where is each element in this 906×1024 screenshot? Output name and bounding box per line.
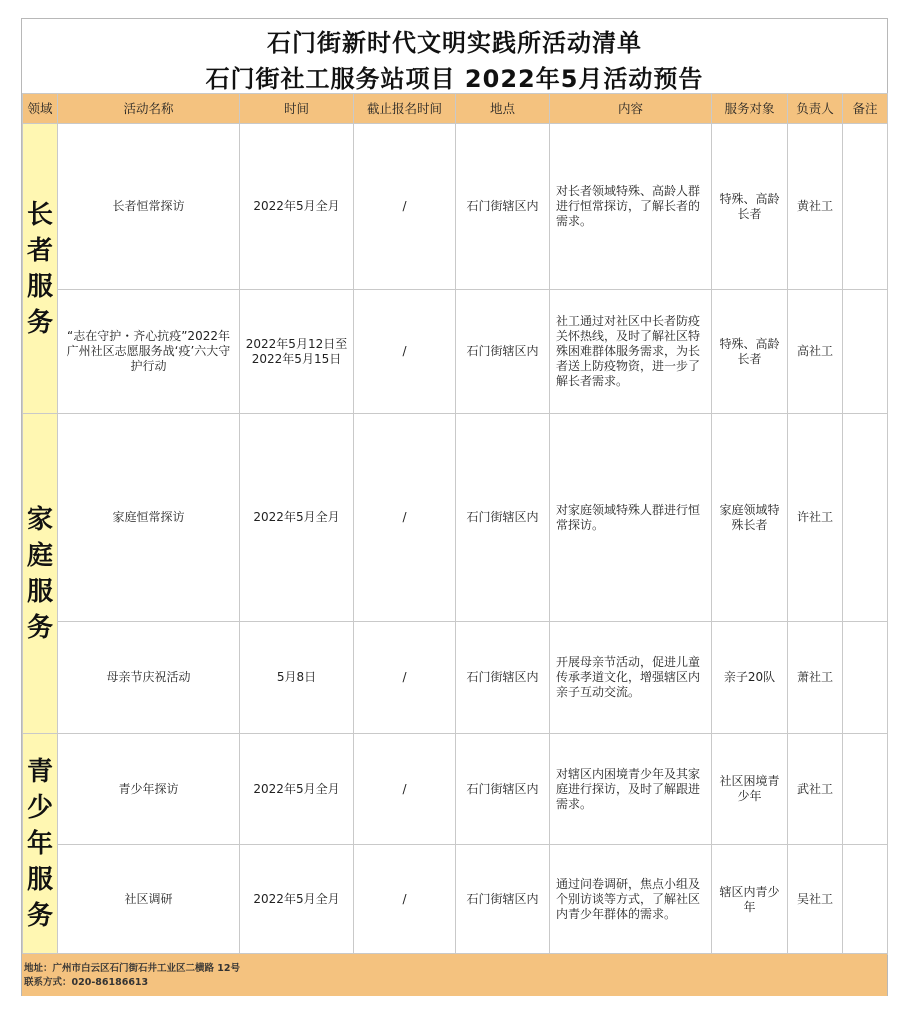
activity-target: 特殊、高龄长者 — [712, 290, 788, 414]
activity-owner: 武社工 — [788, 734, 843, 845]
table-row — [23, 124, 888, 290]
activity-time: 2022年5月12日至2022年5月15日 — [240, 290, 354, 414]
activity-deadline: / — [354, 290, 456, 414]
activity-note — [843, 124, 888, 290]
activity-note — [843, 622, 888, 734]
activity-target: 亲子20队 — [712, 622, 788, 734]
sub-title: 石门街社工服务站项目 2022年5月活动预告 — [205, 65, 704, 93]
activity-time: 2022年5月全月 — [240, 414, 354, 622]
activity-owner: 黄社工 — [788, 124, 843, 290]
activity-owner: 高社工 — [788, 290, 843, 414]
table-row — [23, 622, 888, 734]
activity-name: 青少年探访 — [58, 734, 240, 845]
domain-elder: 长者服务 — [23, 124, 58, 414]
header-row — [23, 94, 888, 124]
activity-target: 家庭领域特殊长者 — [712, 414, 788, 622]
header-location: 地点 — [456, 94, 550, 124]
header-target: 服务对象 — [712, 94, 788, 124]
title-block — [22, 19, 887, 93]
activity-owner: 吴社工 — [788, 845, 843, 955]
activity-deadline: / — [354, 734, 456, 845]
header-owner: 负责人 — [788, 94, 843, 124]
activity-content: 通过问卷调研，焦点小组及个别访谈等方式，了解社区内青少年群体的需求。 — [550, 845, 712, 955]
activity-name: 母亲节庆祝活动 — [58, 622, 240, 734]
activity-deadline: / — [354, 845, 456, 955]
activity-content: 对辖区内困境青少年及其家庭进行探访，及时了解跟进需求。 — [550, 734, 712, 845]
activity-deadline: / — [354, 124, 456, 290]
header-deadline: 截止报名时间 — [354, 94, 456, 124]
activity-owner: 许社工 — [788, 414, 843, 622]
activity-content: 开展母亲节活动，促进儿童传承孝道文化，增强辖区内亲子互动交流。 — [550, 622, 712, 734]
domain-family: 家庭服务 — [23, 414, 58, 734]
table-row — [23, 734, 888, 845]
activity-target: 特殊、高龄长者 — [712, 124, 788, 290]
activity-name: 社区调研 — [58, 845, 240, 955]
table-row — [23, 845, 888, 955]
activity-location: 石门街辖区内 — [456, 734, 550, 845]
activity-location: 石门街辖区内 — [456, 845, 550, 955]
header-time: 时间 — [240, 94, 354, 124]
activity-location: 石门街辖区内 — [456, 622, 550, 734]
activity-time: 2022年5月全月 — [240, 124, 354, 290]
activity-location: 石门街辖区内 — [456, 290, 550, 414]
activity-deadline: / — [354, 414, 456, 622]
table-row — [23, 414, 888, 622]
header-domain: 领域 — [23, 94, 58, 124]
activity-note — [843, 845, 888, 955]
activity-note — [843, 290, 888, 414]
activity-target: 辖区内青少年 — [712, 845, 788, 955]
footer-contact: 联系方式：020-86186613 — [24, 977, 149, 988]
activity-name: 长者恒常探访 — [58, 124, 240, 290]
activity-note — [843, 414, 888, 622]
footer — [22, 953, 887, 996]
activity-location: 石门街辖区内 — [456, 414, 550, 622]
activity-content: 对家庭领域特殊人群进行恒常探访。 — [550, 414, 712, 622]
header-note: 备注 — [843, 94, 888, 124]
domain-youth: 青少年服务 — [23, 734, 58, 955]
activity-table — [22, 93, 888, 955]
activity-owner: 萧社工 — [788, 622, 843, 734]
activity-content: 对长者领域特殊、高龄人群进行恒常探访，了解长者的需求。 — [550, 124, 712, 290]
activity-target: 社区困境青少年 — [712, 734, 788, 845]
activity-time: 5月8日 — [240, 622, 354, 734]
activity-note — [843, 734, 888, 845]
footer-address: 地址：广州市白云区石门街石井工业区二横路 12号 — [24, 963, 241, 974]
activity-sheet — [21, 18, 888, 996]
activity-location: 石门街辖区内 — [456, 124, 550, 290]
activity-time: 2022年5月全月 — [240, 734, 354, 845]
activity-deadline: / — [354, 622, 456, 734]
header-content: 内容 — [550, 94, 712, 124]
table-row — [23, 290, 888, 414]
main-title: 石门街新时代文明实践所活动清单 — [267, 29, 642, 57]
activity-time: 2022年5月全月 — [240, 845, 354, 955]
activity-name: “志在守护・齐心抗疫”2022年广州社区志愿服务战‘疫’六大守护行动 — [58, 290, 240, 414]
activity-content: 社工通过对社区中长者防疫关怀热线，及时了解社区特殊困难群体服务需求，为长者送上防疫物资，进一步了解长者需求。 — [550, 290, 712, 414]
activity-name: 家庭恒常探访 — [58, 414, 240, 622]
header-activity-name: 活动名称 — [58, 94, 240, 124]
